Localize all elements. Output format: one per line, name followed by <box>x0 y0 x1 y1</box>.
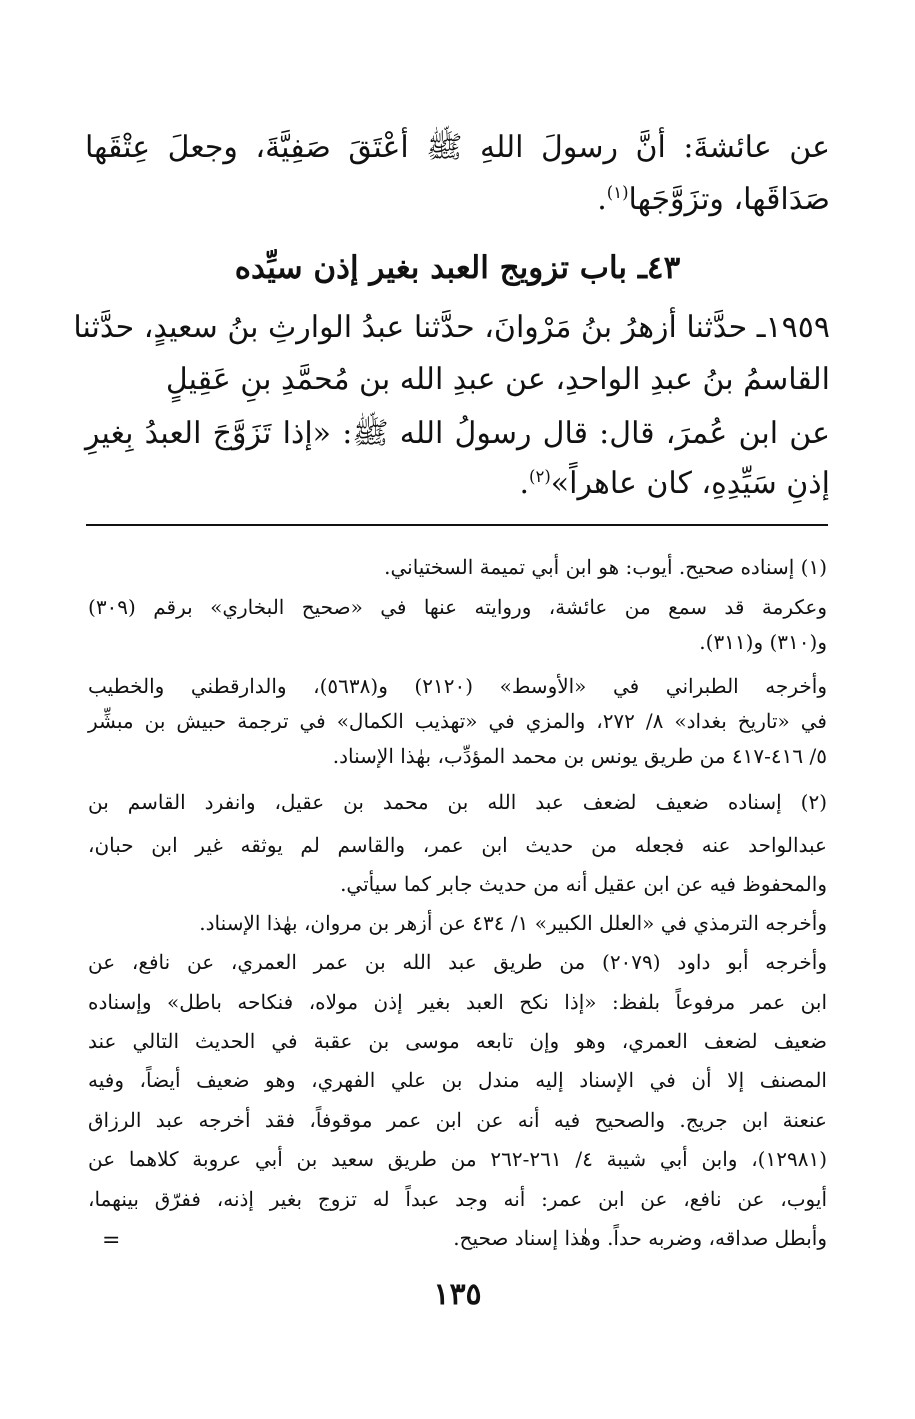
footnote-line: ٥/ ٤١٦-٤١٧ من طريق يونس بن محمد المؤدِّب، بهٰذا الإسناد. <box>332 744 827 768</box>
footnote-line: عنعنة ابن جريج. والصحيح فيه أنه عن ابن عمر موقوفاً، فقد أخرجه عبد الرزاق <box>88 1108 827 1132</box>
hadith-prev-line-1: عن عائشةَ: أنَّ رسولَ اللهِ ﷺ أعْتَقَ صَفِيَّةَ، وجعلَ عِتْقَها <box>85 130 830 165</box>
footnote-line: وأخرجه الترمذي في «العلل الكبير» ١/ ٤٣٤ عن أزهر بن مروان، بهٰذا الإسناد. <box>199 911 827 935</box>
footnote-line: عبدالواحد عنه فجعله من حديث ابن عمر، والقاسم لم يوثقه غير ابن حبان، <box>88 833 827 857</box>
footnote-line: (١) إسناده صحيح. أيوب: هو ابن أبي تميمة السختياني. <box>384 555 827 579</box>
footnote-line: وأخرجه الطبراني في «الأوسط» (٢١٢٠) و(٥٦٣٨)، والدارقطني والخطيب <box>88 674 828 698</box>
footnote-line: أيوب، عن نافع، عن ابن عمر: أنه وجد عبداً له تزوج بغير إذنه، ففرّق بينهما، <box>88 1187 827 1211</box>
hadith-line-3: عن ابن عُمرَ، قال: قال رسولُ الله ﷺ: «إذا تَزَوَّجَ العبدُ بِغيرِ <box>85 416 830 451</box>
continuation-mark: = <box>102 1228 121 1253</box>
footnote-line: المصنف إلا أن في الإسناد إليه مندل بن علي الفهري، وهو ضعيف أيضاً، وفيه <box>88 1068 827 1092</box>
footnote-line: ضعيف لضعف العمري، وهو وإن تابعه موسى بن عقبة في الحديث التالي عند <box>88 1029 827 1053</box>
hadith-line-2: القاسمُ بنُ عبدِ الواحدِ، عن عبدِ الله بن مُحمَّدِ بنِ عَقِيلٍ <box>165 362 830 397</box>
footnote-line: والمحفوظ فيه عن ابن عقيل أنه من حديث جابر كما سيأتي. <box>340 872 827 896</box>
hadith-prev-line-2 <box>597 180 830 220</box>
footnote-line: ابن عمر مرفوعاً بلفظ: «إذا نكح العبد بغير إذن مولاه، فنكاحه باطل» وإسناده <box>88 990 827 1014</box>
footnote-line: (١٢٩٨١)، وابن أبي شيبة ٤/ ٢٦١-٢٦٢ من طريق سعيد بن أبي عروبة كلاهما عن <box>88 1147 827 1171</box>
hadith-line-4 <box>519 464 830 504</box>
hadith-line-1: ١٩٥٩ـ حدَّثنا أزهرُ بنُ مَرْوانَ، حدَّثنا عبدُ الوارثِ بنُ سعيدٍ، حدَّثنا <box>73 310 830 345</box>
footnote-line: (٢) إسناده ضعيف لضعف عبد الله بن محمد بن عقيل، وانفرد القاسم بن <box>88 790 827 814</box>
footnote-line: وعكرمة قد سمع من عائشة، وروايته عنها في «صحيح البخاري» برقم (٣٠٩) <box>88 595 827 619</box>
footnote-line: و(٣١٠) و(٣١١). <box>699 630 827 654</box>
footnote-ref-1: (١) <box>606 183 629 202</box>
chapter-heading: ٤٣ـ باب تزويج العبد بغير إذن سيِّده <box>234 250 681 286</box>
hadith-line-4-text: إذنِ سَيِّدِهِ، كان عاهراً» <box>550 466 830 501</box>
footnote-line: وأخرجه أبو داود (٢٠٧٩) من طريق عبد الله بن عمر العمري، عن نافع، عن <box>88 950 827 974</box>
footnote-line: وأبطل صداقه، وضربه حداً. وهٰذا إسناد صحيح. <box>453 1226 827 1250</box>
page-number: ١٣٥ <box>433 1277 482 1312</box>
footnote-ref-2: (٢) <box>529 467 551 486</box>
footnote-line: في «تاريخ بغداد» ٨/ ٢٧٢، والمزي في «تهذيب الكمال» في ترجمة حبيش بن مبشِّر <box>88 709 827 733</box>
hadith-prev-line-2-end: . <box>597 182 607 217</box>
footnote-divider <box>86 524 828 526</box>
hadith-prev-line-2-text: صَدَاقَها، وتزَوَّجَها <box>628 182 830 217</box>
hadith-line-4-end: . <box>519 466 530 501</box>
